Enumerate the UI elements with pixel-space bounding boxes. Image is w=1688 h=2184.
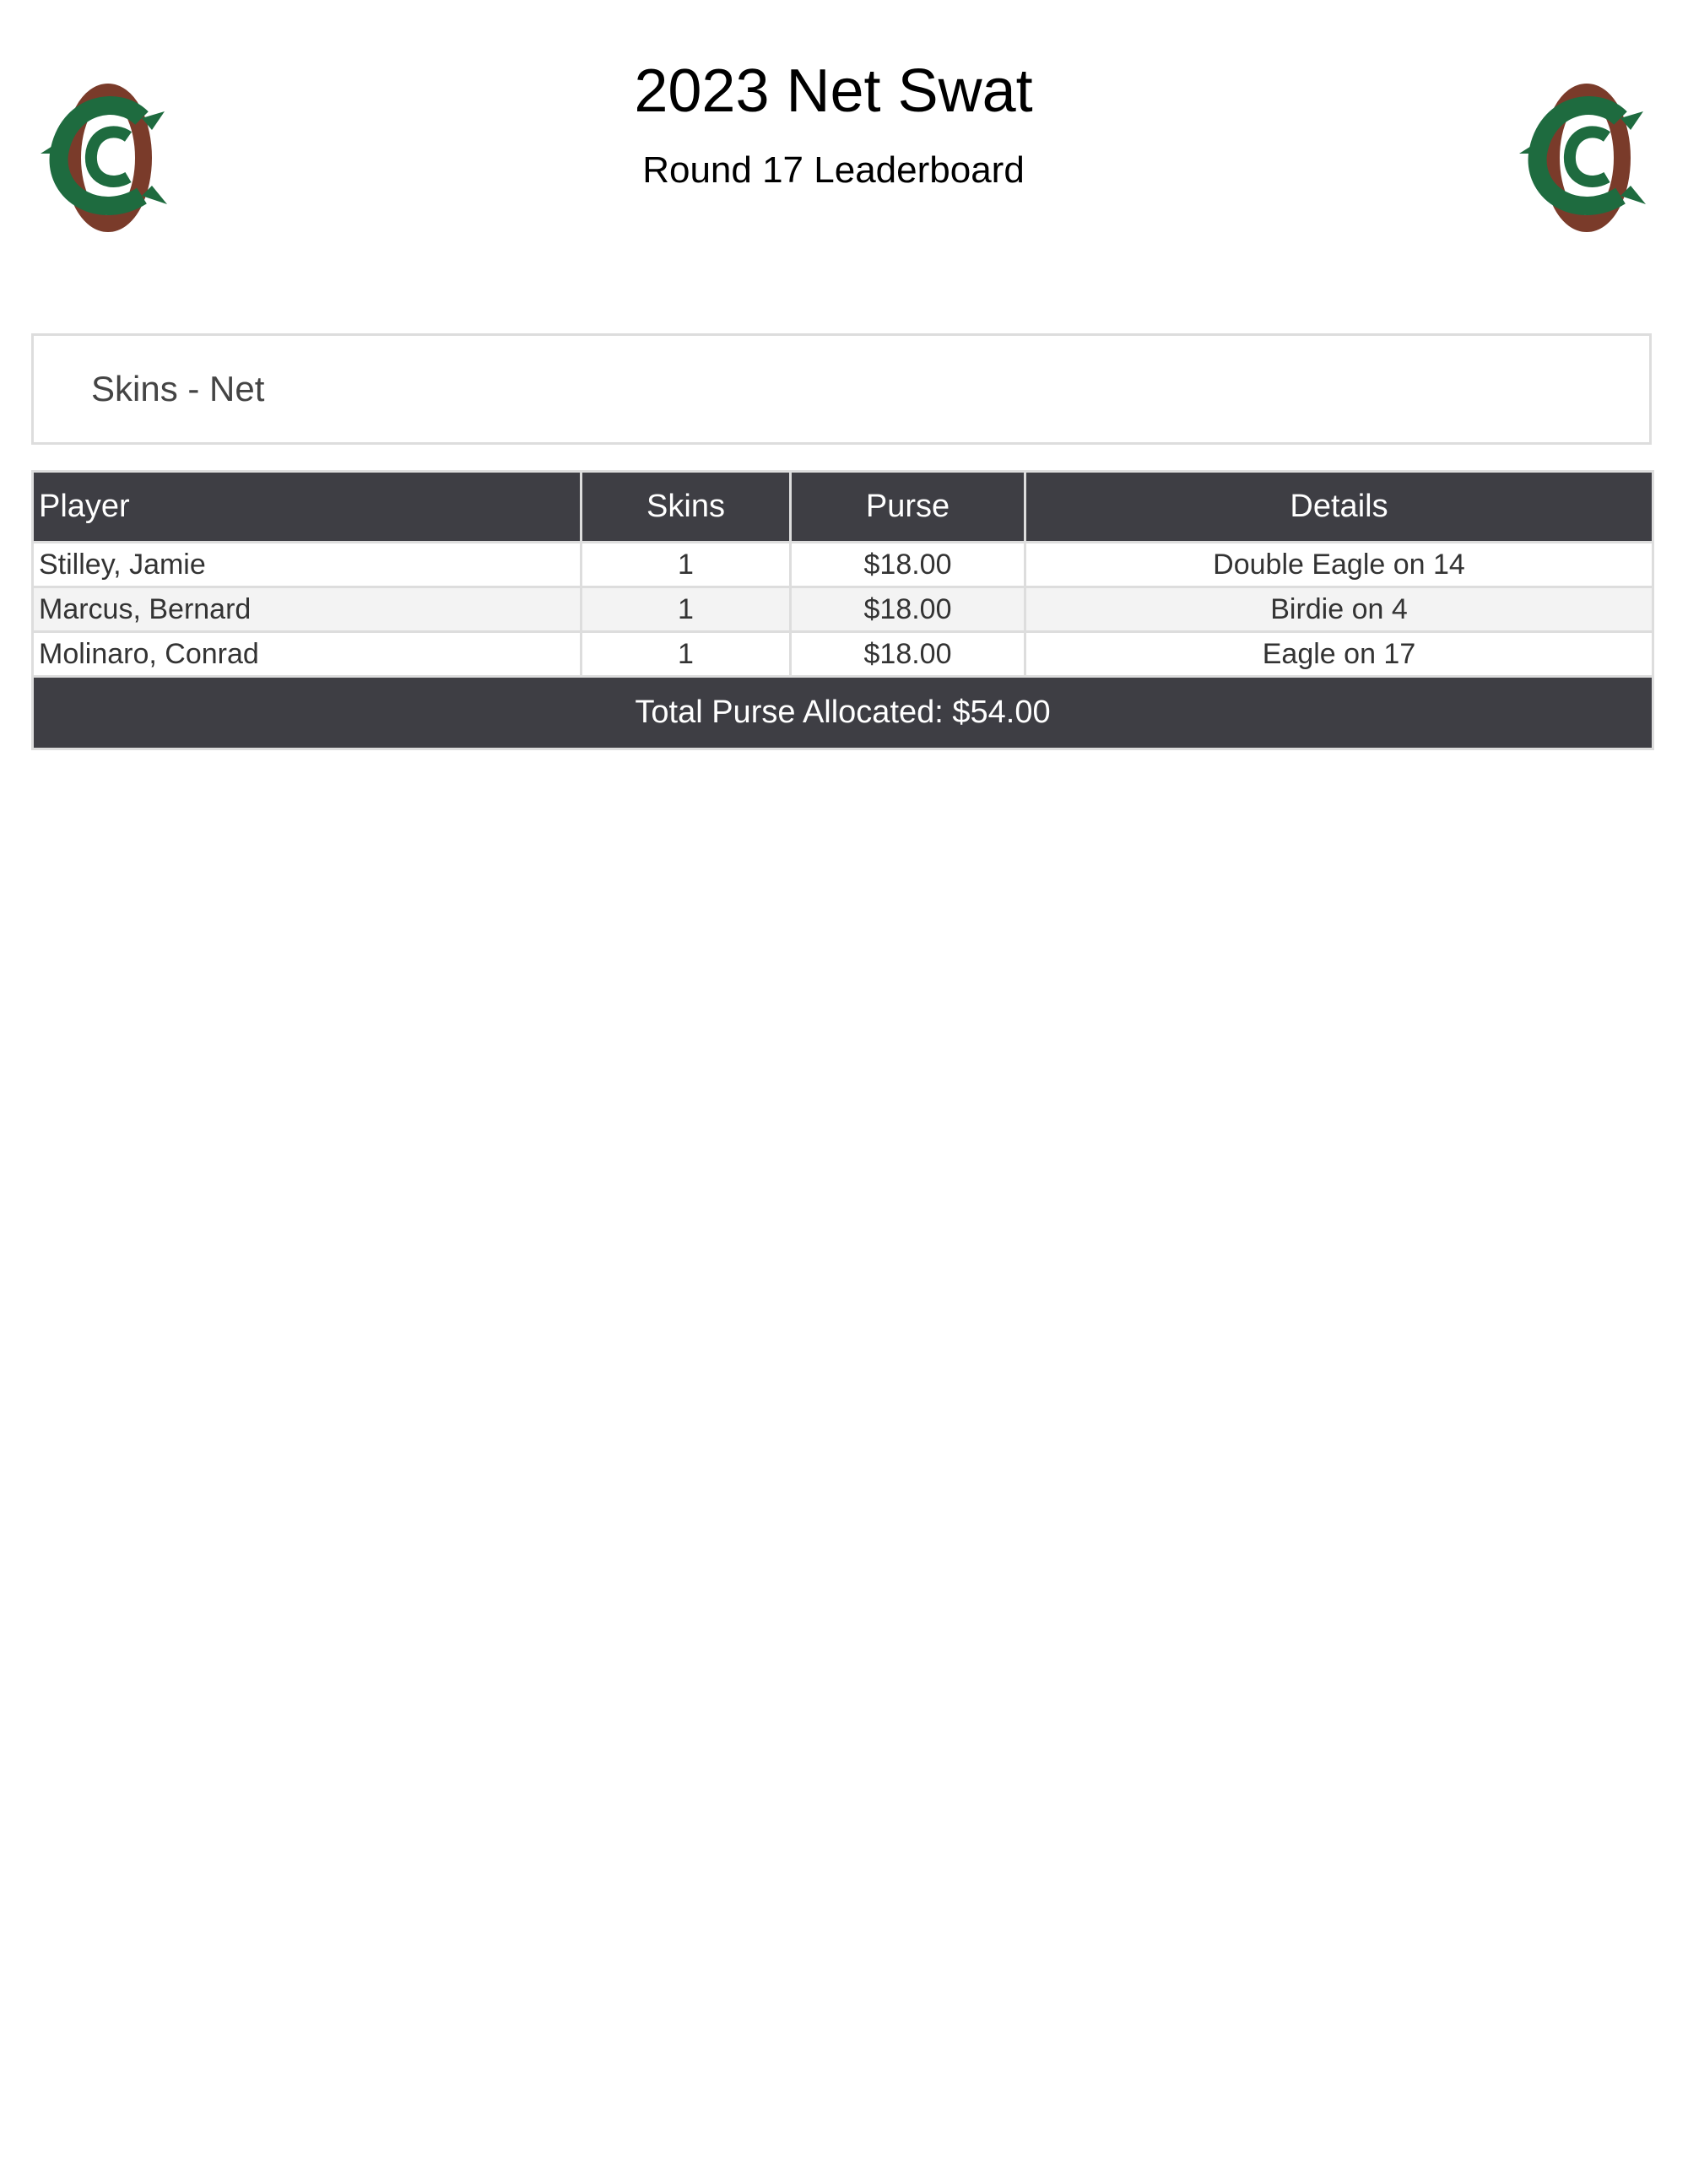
page-subtitle: Round 17 Leaderboard (642, 149, 1025, 191)
total-purse-allocated: Total Purse Allocated: $54.00 (33, 677, 1653, 749)
table-footer-row (33, 677, 1653, 749)
page-title: 2023 Net Swat (634, 57, 1033, 125)
skins-cell: 1 (582, 632, 791, 677)
column-header-purse: Purse (791, 472, 1025, 543)
player-cell: Stilley, Jamie (33, 543, 582, 587)
details-cell: Birdie on 4 (1025, 587, 1653, 632)
table-row (33, 543, 1653, 587)
purse-cell: $18.00 (791, 543, 1025, 587)
section-title: Skins - Net (91, 369, 265, 408)
purse-cell: $18.00 (791, 587, 1025, 632)
skins-cell: 1 (582, 587, 791, 632)
player-cell: Molinaro, Conrad (33, 632, 582, 677)
column-header-skins: Skins (582, 472, 791, 543)
table-row (33, 587, 1653, 632)
column-header-details: Details (1025, 472, 1653, 543)
skins-leaderboard-table (31, 470, 1654, 750)
purse-cell: $18.00 (791, 632, 1025, 677)
table-row (33, 632, 1653, 677)
player-cell: Marcus, Bernard (33, 587, 582, 632)
skins-section-header (31, 333, 1652, 445)
skins-cell: 1 (582, 543, 791, 587)
column-header-player: Player (33, 472, 582, 543)
details-cell: Double Eagle on 14 (1025, 543, 1653, 587)
details-cell: Eagle on 17 (1025, 632, 1653, 677)
table-header-row (33, 472, 1653, 543)
